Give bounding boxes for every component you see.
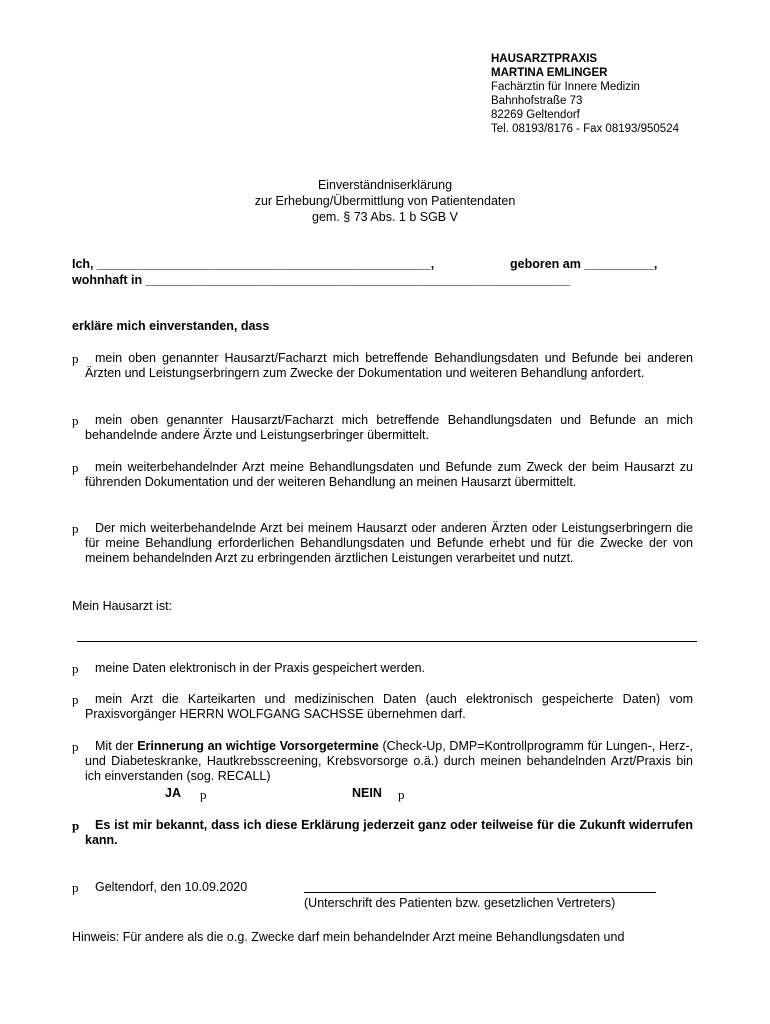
address-field-label[interactable]: wohnhaft in _____________________________________________________________ [72,273,570,287]
checkbox-item-1[interactable]: p [72,351,79,366]
consent-item-1: mein oben genannter Hausarzt/Facharzt mich betreffende Behandlungsdaten und Befunde bei anderen Ärzten und Leistungserbringern zum Zwecke der Dokumentation und weiteren Behandlung anfordert. [85,351,693,380]
checkbox-item-5[interactable]: p [72,661,79,676]
phone-fax: Tel. 08193/8176 - Fax 08193/950524 [491,123,679,135]
birthdate-field-label[interactable]: geboren am __________, [510,257,658,271]
item-7-prefix: Mit der [95,739,138,753]
signature-line[interactable] [304,892,656,893]
checkbox-place-date[interactable]: p [72,880,79,895]
title-line-1: Einverständniserklärung [317,178,453,192]
doctor-name: MARTINA EMLINGER [491,67,608,79]
checkbox-item-3[interactable]: p [72,460,79,475]
consent-item-6: mein Arzt die Karteikarten und medizinischen Daten (auch elektronisch gespeicherte Daten) vom Praxisvorgänger HERRN WOLFGANG SACHSSE übernehmen darf. [85,692,693,721]
consent-item-2: mein oben genannter Hausarzt/Facharzt mich betreffende Behandlungsdaten und Befunde an mich behandelnde andere Ärzte und Leistungserbringer übermittelt. [85,413,693,442]
consent-item-5: meine Daten elektronisch in der Praxis gespeichert werden. [95,661,426,675]
checkbox-item-4[interactable]: p [72,521,79,536]
checkbox-ja[interactable]: p [200,787,207,802]
checkbox-nein[interactable]: p [398,787,405,802]
hausarzt-input-line[interactable] [77,641,697,643]
checkbox-item-8[interactable]: p [72,818,80,833]
checkbox-item-7[interactable]: p [72,739,79,754]
sender-address [491,52,679,136]
consent-item-4: Der mich weiterbehandelnde Arzt bei meinem Hausarzt oder anderen Ärzten oder Leistungserbringern die für meine Behandlung erforderlichen Behandlungsdaten und Befunde erhebt und für die Zwecke der von meinem behandelnden Arzt zu erbringenden ärztlichen Leistungen verarbeitet und nutzt. [85,521,693,565]
name-field-label[interactable]: Ich, ________________________________________________, [72,257,435,271]
footer-note: Hinweis: Für andere als die o.g. Zwecke darf mein behandelnder Arzt meine Behandlungsdaten und [72,930,625,944]
place-date: Geltendorf, den 10.09.2020 [95,880,248,894]
revocation-notice: Es ist mir bekannt, dass ich diese Erklärung jederzeit ganz oder teilweise für die Zukunft widerrufen kann. [85,818,693,847]
practice-name: HAUSARZTPRAXIS [491,53,598,65]
signature-caption: (Unterschrift des Patienten bzw. gesetzlichen Vertreters) [304,896,616,910]
city-address: 82269 Geltendorf [491,109,580,121]
item-7-bold: Erinnerung an wichtige Vorsorgetermine [137,739,379,753]
consent-item-7 [85,739,693,784]
consent-intro: erkläre mich einverstanden, dass [72,319,270,333]
nein-label: NEIN [352,786,382,800]
checkbox-item-2[interactable]: p [72,413,79,428]
consent-item-3: mein weiterbehandelnder Arzt meine Behandlungsdaten und Befunde zum Zweck der beim Hausarzt zu führenden Dokumentation und der weiteren Behandlung an meinen Hausarzt übermittelt. [85,460,693,489]
hausarzt-label: Mein Hausarzt ist: [72,599,173,613]
doctor-specialty: Fachärztin für Innere Medizin [491,81,640,93]
document-title [0,177,770,225]
item-7-rest: (Check-Up, DMP=Kontrollprogramm für Lungen-, Herz-, und Diabeteskranke, Hautkrebsscreening, Krebsvorsorge o.ä.) durch meinen behandelnden Arzt/Praxis bin ich einverstanden (sog. RECALL) [85,739,693,783]
street-address: Bahnhofstraße 73 [491,95,583,107]
title-line-3: gem. § 73 Abs. 1 b SGB V [312,210,458,224]
title-line-2: zur Erhebung/Übermittlung von Patientendaten [254,194,516,208]
checkbox-item-6[interactable]: p [72,692,79,707]
ja-label: JA [165,786,181,800]
